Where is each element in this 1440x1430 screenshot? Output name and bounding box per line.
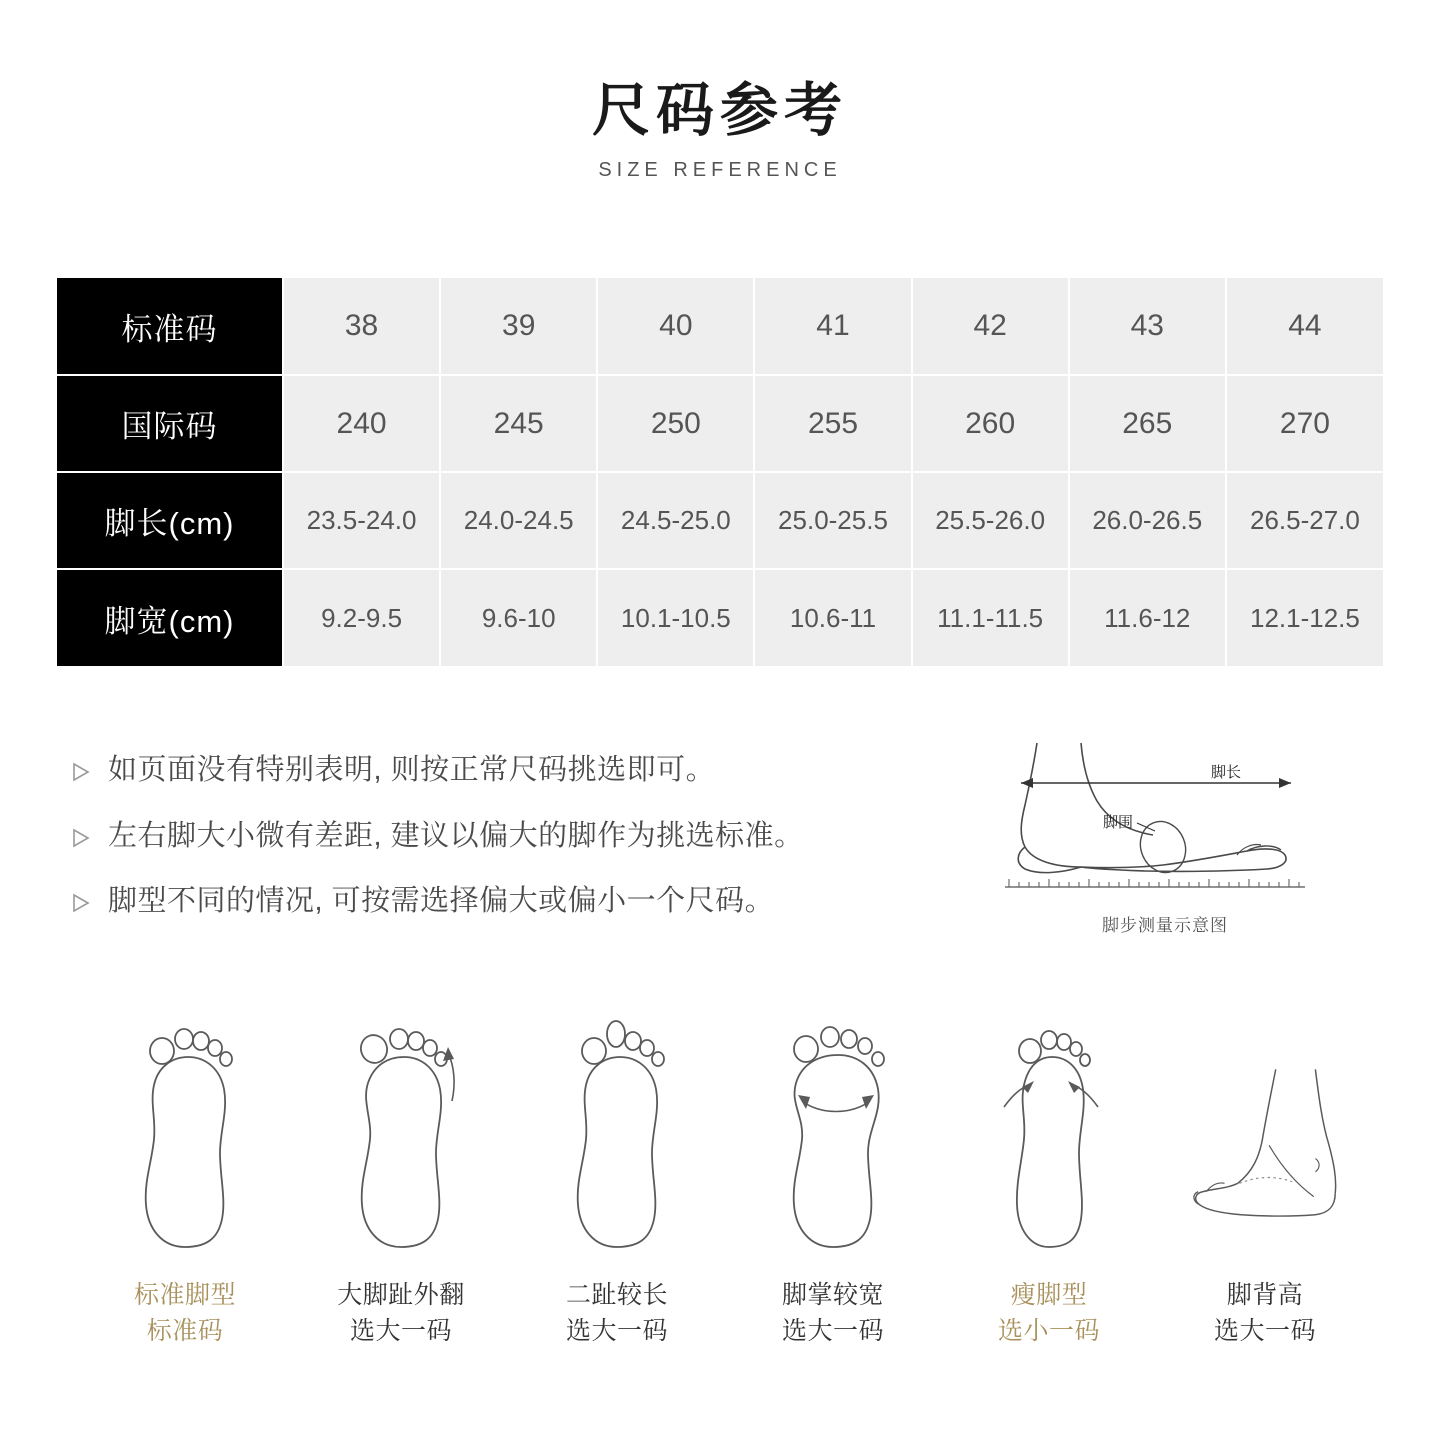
table-cell: 44 xyxy=(1226,278,1383,375)
foot-type-label-line1: 大脚趾外翻 xyxy=(337,1281,465,1309)
foot-side-measure-illustration xyxy=(985,735,1325,905)
table-cell: 11.6-12 xyxy=(1069,569,1226,666)
foot-type-label-line1: 二趾较长 xyxy=(565,1281,668,1309)
footprint-bunion-icon xyxy=(306,1010,496,1260)
foot-type-label-line2: 选大一码 xyxy=(1213,1316,1316,1345)
table-cell: 23.5-24.0 xyxy=(283,472,440,569)
table-cell: 240 xyxy=(283,375,440,472)
table-cell: 245 xyxy=(440,375,597,472)
table-cell: 25.5-26.0 xyxy=(912,472,1069,569)
table-cell: 10.1-10.5 xyxy=(597,569,754,666)
table-cell: 9.2-9.5 xyxy=(283,569,440,666)
table-cell: 41 xyxy=(754,278,911,375)
page-title: 尺码参考 xyxy=(591,78,848,143)
row-header-foot-width: 脚宽(cm) xyxy=(57,569,283,666)
foot-type-label-line1: 瘦脚型 xyxy=(1010,1281,1088,1309)
foot-type-label xyxy=(90,1278,280,1349)
table-cell: 39 xyxy=(440,278,597,375)
length-label: 脚长 xyxy=(1211,764,1242,781)
foot-high-instep-icon xyxy=(1170,1010,1360,1260)
foot-type-label-line2: 选大一码 xyxy=(349,1316,452,1345)
foot-type-label xyxy=(306,1278,496,1349)
foot-measure-diagram xyxy=(985,735,1345,936)
page-header xyxy=(0,0,1440,182)
table-cell: 12.1-12.5 xyxy=(1226,569,1383,666)
table-cell: 40 xyxy=(597,278,754,375)
foot-type-label xyxy=(522,1278,712,1349)
notes-list xyxy=(72,752,972,949)
table-row xyxy=(57,375,1383,472)
table-row xyxy=(57,472,1383,569)
row-header-international-size: 国际码 xyxy=(57,375,283,472)
foot-type-long-second-toe xyxy=(522,1010,712,1349)
table-cell: 11.1-11.5 xyxy=(912,569,1069,666)
table-cell: 255 xyxy=(754,375,911,472)
table-cell: 24.5-25.0 xyxy=(597,472,754,569)
table-cell: 9.6-10 xyxy=(440,569,597,666)
foot-type-narrow xyxy=(954,1010,1144,1349)
footprint-long-second-toe-icon xyxy=(522,1010,712,1260)
table-row xyxy=(57,278,1383,375)
footprint-standard-icon xyxy=(90,1010,280,1260)
table-cell: 270 xyxy=(1226,375,1383,472)
table-cell: 26.5-27.0 xyxy=(1226,472,1383,569)
list-item xyxy=(72,752,972,790)
note-text: 脚型不同的情况, 可按需选择偏大或偏小一个尺码。 xyxy=(108,885,775,918)
foot-type-standard xyxy=(90,1010,280,1349)
table-cell: 42 xyxy=(912,278,1069,375)
foot-type-wide-forefoot xyxy=(738,1010,928,1349)
foot-type-label xyxy=(954,1278,1144,1349)
foot-type-label-line2: 标准码 xyxy=(146,1316,224,1345)
foot-type-high-instep xyxy=(1170,1010,1360,1349)
table-cell: 38 xyxy=(283,278,440,375)
foot-type-label-line2: 选小一码 xyxy=(997,1316,1100,1345)
row-header-standard-size: 标准码 xyxy=(57,278,283,375)
table-cell: 260 xyxy=(912,375,1069,472)
triangle-right-icon xyxy=(72,828,90,848)
foot-type-label xyxy=(738,1278,928,1349)
triangle-right-icon xyxy=(72,893,90,913)
table-cell: 265 xyxy=(1069,375,1226,472)
footprint-wide-forefoot-icon xyxy=(738,1010,928,1260)
row-header-foot-length: 脚长(cm) xyxy=(57,472,283,569)
table-cell: 26.0-26.5 xyxy=(1069,472,1226,569)
table-cell: 24.0-24.5 xyxy=(440,472,597,569)
girth-label: 脚围 xyxy=(1103,814,1134,831)
footprint-narrow-icon xyxy=(954,1010,1144,1260)
size-reference-table xyxy=(57,278,1383,666)
table-cell: 250 xyxy=(597,375,754,472)
table-cell: 25.0-25.5 xyxy=(754,472,911,569)
list-item xyxy=(72,883,972,921)
foot-type-label-line1: 脚背高 xyxy=(1226,1281,1304,1309)
foot-type-gallery xyxy=(90,1010,1360,1349)
list-item xyxy=(72,818,972,856)
table-cell: 43 xyxy=(1069,278,1226,375)
foot-type-label-line1: 脚掌较宽 xyxy=(781,1281,884,1309)
page-subtitle: SIZE REFERENCE xyxy=(598,158,842,181)
note-text: 如页面没有特别表明, 则按正常尺码挑选即可。 xyxy=(108,754,716,786)
foot-type-label-line2: 选大一码 xyxy=(781,1316,884,1345)
measure-diagram-caption: 脚步测量示意图 xyxy=(1102,916,1228,935)
table-row xyxy=(57,569,1383,666)
triangle-right-icon xyxy=(72,762,90,782)
table-cell: 10.6-11 xyxy=(754,569,911,666)
foot-type-label xyxy=(1170,1278,1360,1349)
foot-type-label-line2: 选大一码 xyxy=(565,1316,668,1345)
foot-type-label-line1: 标准脚型 xyxy=(133,1281,236,1309)
size-table-container xyxy=(57,278,1383,666)
foot-type-bunion xyxy=(306,1010,496,1349)
note-text: 左右脚大小微有差距, 建议以偏大的脚作为挑选标准。 xyxy=(108,819,804,852)
